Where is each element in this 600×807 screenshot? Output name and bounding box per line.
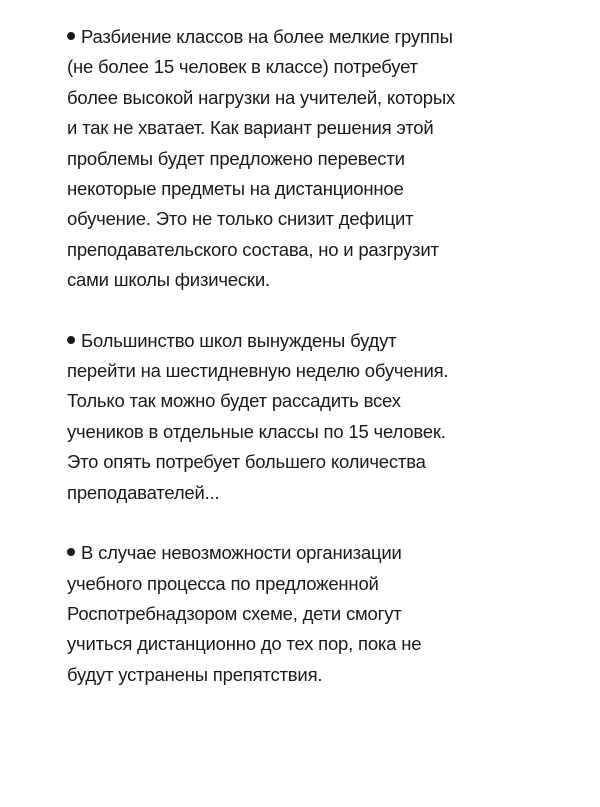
text-line: и так не хватает. Как вариант решения этой: [67, 117, 434, 139]
text-line: учебного процесса по предложенной: [67, 572, 379, 594]
text-line: преподавателей...: [67, 481, 220, 503]
paragraph-six-day-week: [67, 326, 537, 508]
text-line: Разбиение классов на более мелкие группы: [67, 22, 537, 52]
paragraph-class-split: [67, 22, 537, 296]
text-line: В случае невозможности организации: [67, 538, 537, 568]
text-line: Только так можно будет рассадить всех: [67, 390, 401, 412]
bullet-icon: [67, 32, 75, 40]
text-line: будут устранены препятствия.: [67, 663, 323, 685]
article-text: [67, 22, 537, 690]
bullet-icon: [67, 336, 75, 344]
text-line: учиться дистанционно до тех пор, пока не: [67, 633, 422, 655]
text-line: Это опять потребует большего количества: [67, 451, 426, 473]
text-line: более высокой нагрузки на учителей, которых: [67, 86, 456, 108]
text-line: преподавательского состава, но и разгрузит: [67, 238, 439, 260]
text-line: перейти на шестидневную неделю обучения.: [67, 360, 449, 382]
text-line: Роспотребнадзором схеме, дети смогут: [67, 602, 402, 624]
text-line: обучение. Это не только снизит дефицит: [67, 208, 414, 230]
text-line: учеников в отдельные классы по 15 человек.: [67, 420, 446, 442]
text-line: проблемы будет предложено перевести: [67, 147, 405, 169]
paragraph-remote-learning: [67, 538, 537, 690]
text-line: сами школы физически.: [67, 269, 270, 291]
bullet-icon: [67, 548, 75, 556]
text-line: некоторые предметы на дистанционное: [67, 178, 404, 200]
text-line: (не более 15 человек в классе) потребует: [67, 56, 418, 78]
text-line: Большинство школ вынуждены будут: [67, 326, 537, 356]
